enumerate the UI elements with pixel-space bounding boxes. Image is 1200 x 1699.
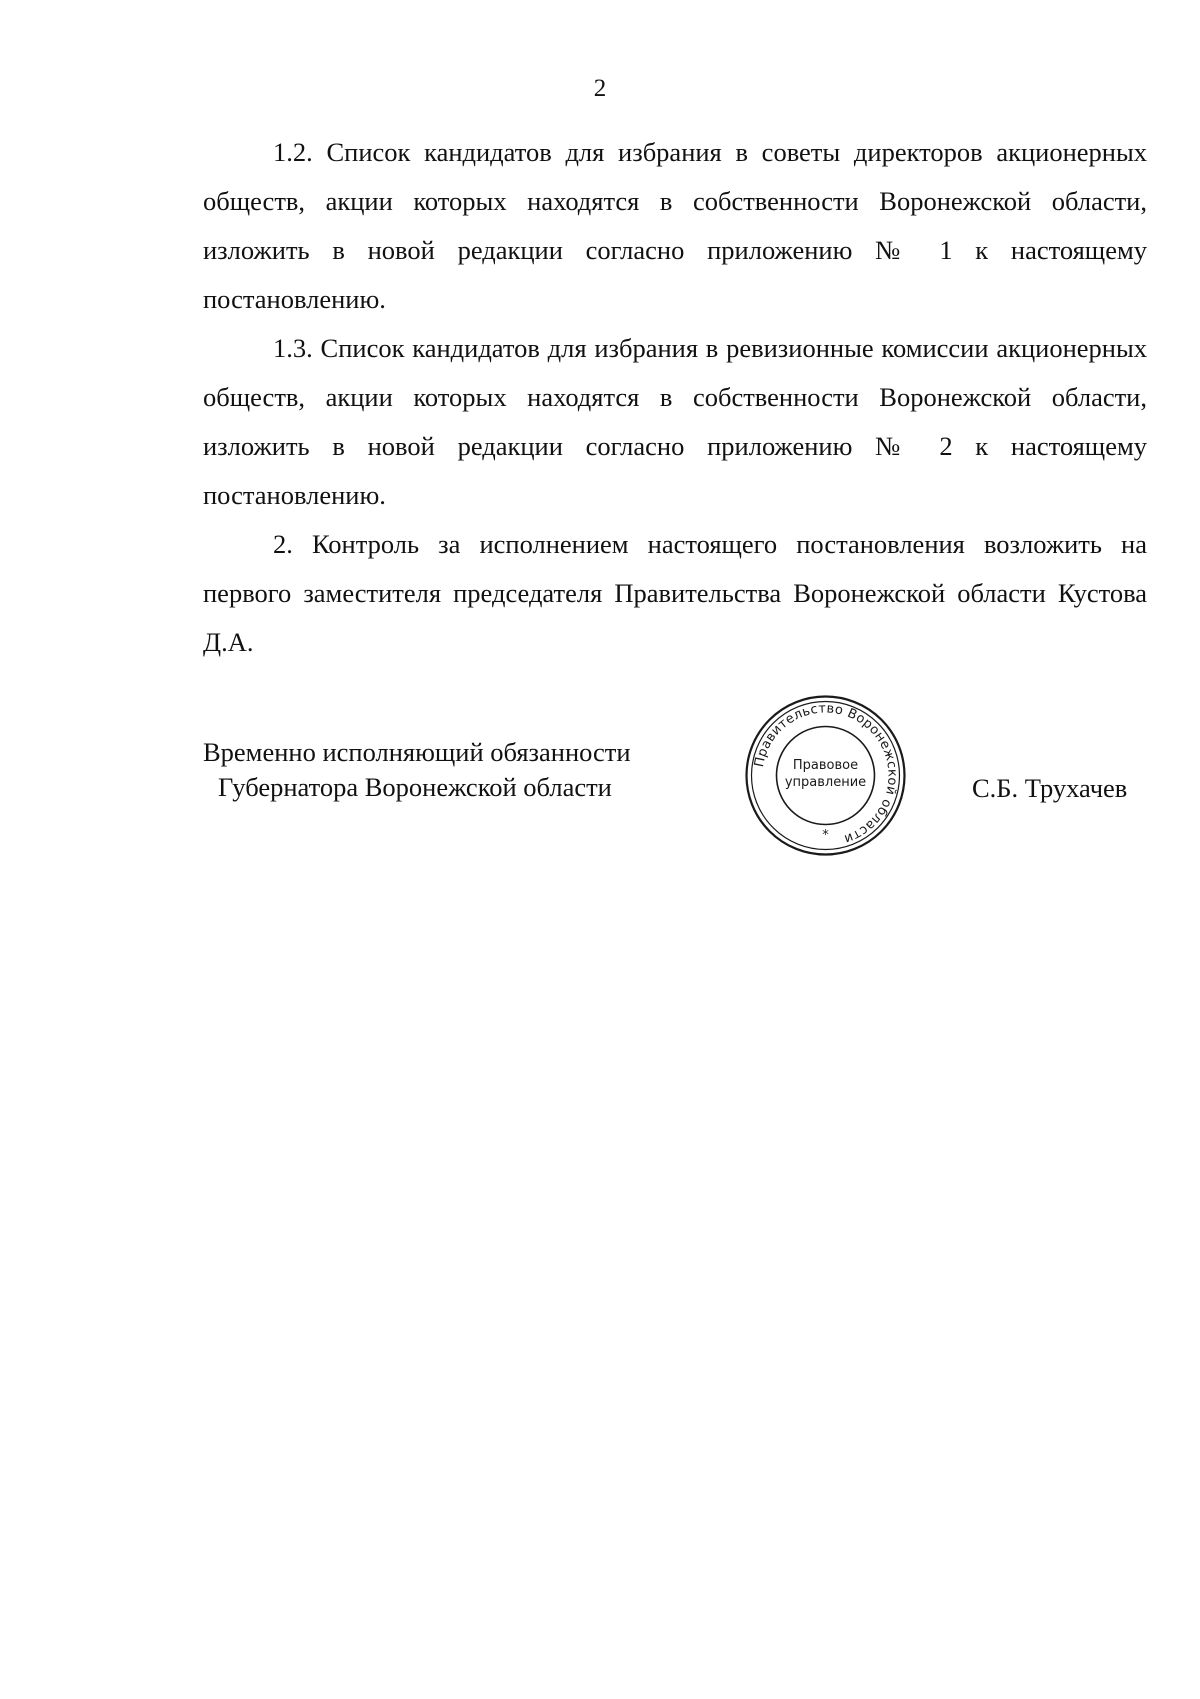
page-number: 2 xyxy=(593,75,607,102)
stamp-star-icon: * xyxy=(822,828,829,843)
paragraph-2: 2. Контроль за исполнением настоящего постановления возложить на первого заместителя председателя Правительства Воронежской области Кустова Д.А. xyxy=(203,529,1147,657)
official-stamp xyxy=(743,693,908,858)
signer-name: С.Б. Трухачев xyxy=(972,773,1128,803)
signature-position-line1: Временно исполняющий обязанности xyxy=(203,737,631,767)
stamp-center-line2: управление xyxy=(784,775,867,790)
signature-position xyxy=(203,735,631,805)
stamp-center-line1: Правовое xyxy=(792,758,859,773)
signature-position-line2: Губернатора Воронежской области xyxy=(218,772,612,802)
document-body xyxy=(203,128,1147,667)
stamp-ring-text: Правительство Воронежской области xyxy=(752,701,900,847)
paragraph-1-3: 1.3. Список кандидатов для избрания в ревизионные комиссии акционерных обществ, акции которых находятся в собственности Воронежской области, изложить в новой редакции согласно приложению № 2 к настоящему постановлению. xyxy=(203,333,1147,510)
paragraph-1-2: 1.2. Список кандидатов для избрания в советы директоров акционерных обществ, акции которых находятся в собственности Воронежской области, изложить в новой редакции согласно приложению № 1 к настоящему постановлению. xyxy=(203,137,1147,314)
